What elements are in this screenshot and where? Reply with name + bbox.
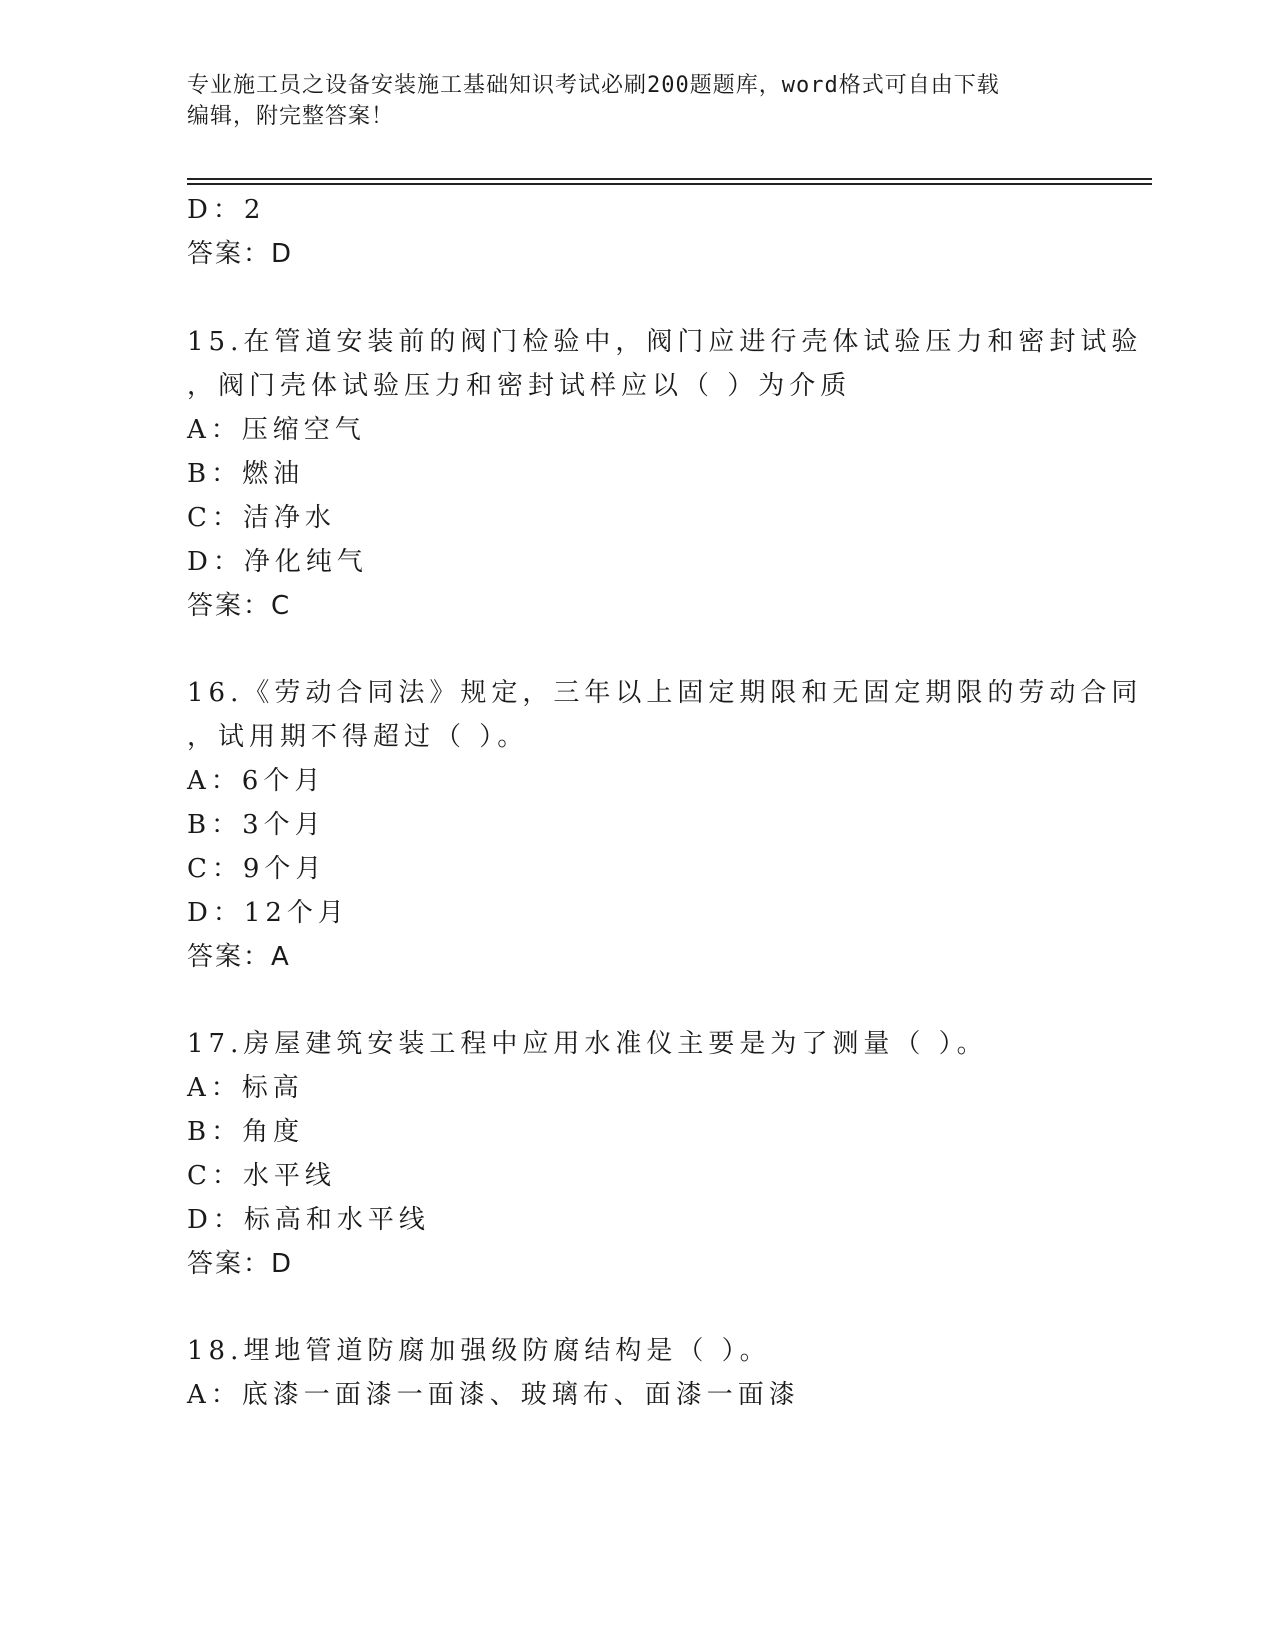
q15-option-d: D：净化纯气 (187, 547, 368, 577)
document-header (187, 70, 1067, 132)
q17-option-c: C：水平线 (187, 1161, 336, 1191)
q16-option-c: C：9个月 (187, 854, 327, 884)
q17-stem-line-1: 17.房屋建筑安装工程中应用水准仪主要是为了测量（ ）。 (187, 1029, 988, 1059)
header-line-2: 编辑，附完整答案！ (187, 104, 395, 129)
prev-option-d: D：2 (187, 195, 266, 225)
q15-stem-line-2: ，阀门壳体试验压力和密封试样应以（ ）为介质 (187, 371, 852, 401)
q16-option-b: B：3个月 (187, 810, 326, 840)
q15-option-a: A：压缩空气 (187, 415, 366, 445)
header-rule-bottom (187, 183, 1152, 185)
header-rule-top (187, 178, 1152, 180)
q17-answer: 答案：D (187, 1249, 294, 1279)
q16-stem-line-1: 16.《劳动合同法》规定，三年以上固定期限和无固定期限的劳动合同 (187, 678, 1143, 708)
q16-option-a: A：6个月 (187, 766, 326, 796)
q16-option-d: D：12个月 (187, 898, 349, 928)
q15-answer: 答案：C (187, 591, 292, 621)
q15-stem-line-1: 15.在管道安装前的阀门检验中，阀门应进行壳体试验压力和密封试验 (187, 327, 1143, 357)
prev-answer: 答案：D (187, 239, 294, 269)
q16-answer: 答案：A (187, 942, 291, 972)
header-line-1: 专业施工员之设备安装施工基础知识考试必刷200题题库，word格式可自由下载 (187, 73, 1000, 98)
q17-option-a: A：标高 (187, 1073, 304, 1103)
q17-option-d: D：标高和水平线 (187, 1205, 430, 1235)
q16-stem-line-2: ，试用期不得超过（ ）。 (187, 722, 529, 752)
q15-option-b: B：燃油 (187, 459, 305, 489)
q17-option-b: B：角度 (187, 1117, 305, 1147)
q18-option-a: A：底漆一面漆一面漆、玻璃布、面漆一面漆 (187, 1380, 800, 1410)
q18-stem-line-1: 18.埋地管道防腐加强级防腐结构是（ ）。 (187, 1336, 771, 1366)
q15-option-c: C：洁净水 (187, 503, 336, 533)
